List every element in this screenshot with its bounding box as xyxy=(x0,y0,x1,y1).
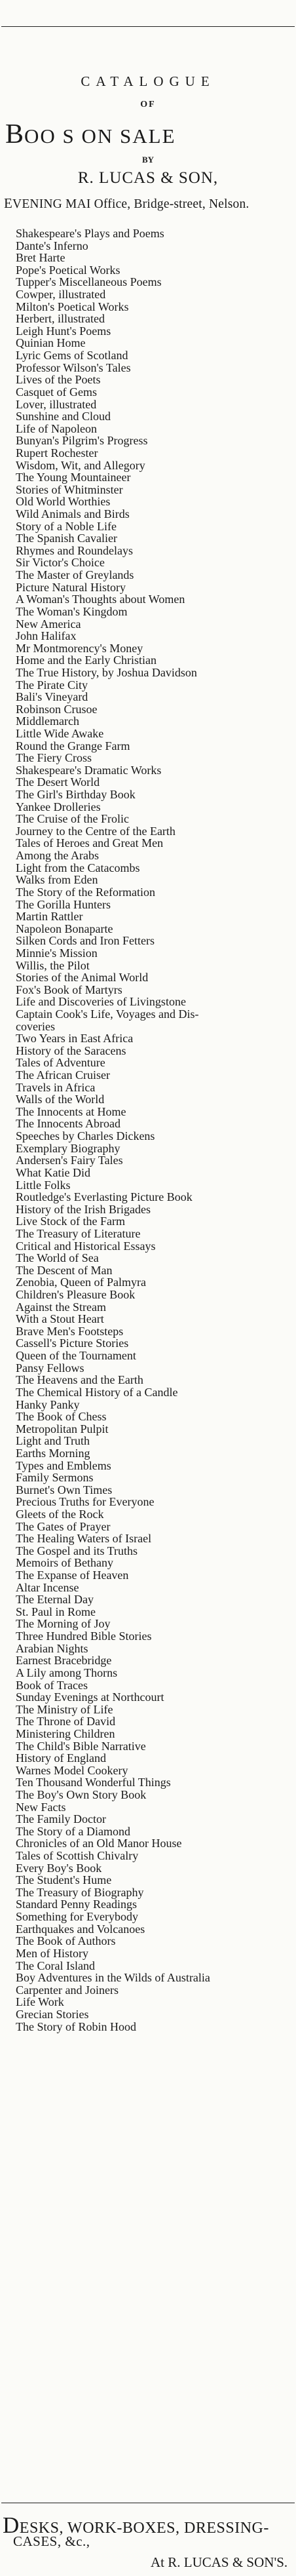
book-item: The Story of Robin Hood xyxy=(16,2020,136,2033)
book-item: Against the Stream xyxy=(16,1300,106,1314)
book-item: Routledge's Everlasting Picture Book xyxy=(16,1190,193,1204)
book-item: The African Cruiser xyxy=(16,1068,110,1082)
book-item: Bunyan's Pilgrim's Progress xyxy=(16,434,148,448)
book-item: Altar Incense xyxy=(16,1580,79,1594)
book-item: Life of Napoleon xyxy=(16,421,97,435)
book-item: The Treasury of Biography xyxy=(16,1885,144,1899)
book-item: The Young Mountaineer xyxy=(16,471,131,484)
book-item: Yankee Drolleries xyxy=(16,800,101,813)
book-item: Family Sermons xyxy=(16,1471,94,1485)
book-item: The Expanse of Heaven xyxy=(16,1569,129,1582)
book-item: Cassell's Picture Stories xyxy=(16,1337,129,1350)
book-item: Walks from Eden xyxy=(16,873,98,887)
book-item: Old World Worthies xyxy=(16,495,111,509)
book-item: History of the Saracens xyxy=(16,1044,126,1057)
book-item: Stories of the Animal World xyxy=(16,971,149,985)
title-initial: B xyxy=(5,119,25,149)
book-item: Tales of Adventure xyxy=(16,1056,105,1070)
book-item: What Katie Did xyxy=(16,1165,90,1179)
book-item: Precious Truths for Everyone xyxy=(16,1495,155,1509)
book-item: Bali's Vineyard xyxy=(16,690,88,704)
book-item: The Child's Bible Narrative xyxy=(16,1739,146,1753)
book-item: Exemplary Biography xyxy=(16,1141,120,1155)
book-item: Rhymes and Roundelays xyxy=(16,543,133,557)
book-item: The Gorilla Hunters xyxy=(16,897,111,911)
book-item: The World of Sea xyxy=(16,1251,99,1265)
book-item: Warnes Model Cookery xyxy=(16,1763,128,1777)
book-item: Men of History xyxy=(16,1946,88,1960)
book-item: Walls of the World xyxy=(16,1093,105,1106)
book-item: Brave Men's Footsteps xyxy=(16,1324,124,1338)
book-item: coveries xyxy=(16,1019,55,1033)
book-item: Napoleon Bonaparte xyxy=(16,922,113,935)
book-item: Herbert, illustrated xyxy=(16,312,105,326)
book-item: The Treasury of Literature xyxy=(16,1226,141,1240)
book-item: Hanky Panky xyxy=(16,1397,80,1411)
book-item: New Facts xyxy=(16,1800,66,1814)
book-item: The Innocents Abroad xyxy=(16,1117,120,1131)
book-item: The Gospel and its Truths xyxy=(16,1544,138,1557)
book-item: The Cruise of the Frolic xyxy=(16,812,129,826)
book-item: Martin Rattler xyxy=(16,910,83,924)
book-item: History of the Irish Brigades xyxy=(16,1202,151,1216)
book-item: Lyric Gems of Scotland xyxy=(16,349,128,362)
book-item: Life Work xyxy=(16,1995,64,2009)
book-item: Chronicles of an Old Manor House xyxy=(16,1837,182,1850)
of-label: OF xyxy=(140,100,156,109)
book-item: Stories of Whitminster xyxy=(16,482,123,496)
book-item: The Woman's Kingdom xyxy=(16,604,128,618)
book-item: Children's Pleasure Book xyxy=(16,1288,136,1302)
book-item: Among the Arabs xyxy=(16,849,99,863)
top-rule xyxy=(1,26,295,27)
book-item: The Family Doctor xyxy=(16,1812,106,1826)
book-item: The Chemical History of a Candle xyxy=(16,1385,178,1399)
book-item: St. Paul in Rome xyxy=(16,1605,96,1618)
title-rest: OO S ON SALE xyxy=(24,125,176,147)
book-item: Cowper, illustrated xyxy=(16,288,106,302)
book-item: Carpenter and Joiners xyxy=(16,1983,119,1997)
book-item: Burnet's Own Times xyxy=(16,1483,113,1496)
book-item: The Gates of Prayer xyxy=(16,1519,111,1533)
book-item: Boy Adventures in the Wilds of Australia xyxy=(16,1971,210,1985)
book-item: Three Hundred Bible Stories xyxy=(16,1630,152,1643)
book-item: Minnie's Mission xyxy=(16,946,98,960)
book-item: Two Years in East Africa xyxy=(16,1032,134,1045)
book-item: Light and Truth xyxy=(16,1434,90,1448)
book-item: Round the Grange Farm xyxy=(16,739,130,752)
book-item: Book of Traces xyxy=(16,1678,88,1692)
book-item: Memoirs of Bethany xyxy=(16,1556,113,1570)
book-item: Zenobia, Queen of Palmyra xyxy=(16,1276,146,1289)
book-item: Quinian Home xyxy=(16,336,86,350)
book-item: Ministering Children xyxy=(16,1727,115,1740)
book-item: The Student's Hume xyxy=(16,1873,112,1887)
footer-line-3: At R. LUCAS & SON'S. xyxy=(151,2554,288,2570)
book-item: Tales of Heroes and Great Men xyxy=(16,836,164,850)
books-on-sale-title xyxy=(5,117,296,154)
book-item: Willis, the Pilot xyxy=(16,958,90,972)
book-item: Fox's Book of Martyrs xyxy=(16,983,122,996)
book-item: The Healing Waters of Israel xyxy=(16,1532,152,1546)
book-item: The Story of a Diamond xyxy=(16,1824,130,1838)
book-item: New America xyxy=(16,617,81,631)
book-list xyxy=(16,227,291,2033)
book-item: Earths Morning xyxy=(16,1446,90,1460)
book-item: Ten Thousand Wonderful Things xyxy=(16,1776,171,1789)
book-item: Arabian Nights xyxy=(16,1641,88,1655)
book-item: With a Stout Heart xyxy=(16,1312,104,1326)
book-item: Story of a Noble Life xyxy=(16,519,117,533)
address-initial: E xyxy=(4,195,13,211)
book-item: Picture Natural History xyxy=(16,580,126,594)
book-item: The Morning of Joy xyxy=(16,1617,111,1631)
book-item: Robinson Crusoe xyxy=(16,702,98,716)
book-item: Milton's Poetical Works xyxy=(16,300,129,313)
book-item: Grecian Stories xyxy=(16,2007,89,2021)
book-item: The Book of Authors xyxy=(16,1934,116,1948)
footer-line-2: CASES, &c., xyxy=(13,2533,90,2549)
book-item: The Girl's Birthday Book xyxy=(16,788,136,802)
book-item: Rupert Rochester xyxy=(16,446,98,459)
book-item: Silken Cords and Iron Fetters xyxy=(16,934,155,948)
book-item: The Eternal Day xyxy=(16,1593,94,1607)
book-item: The Throne of David xyxy=(16,1715,116,1728)
book-item: Sunday Evenings at Northcourt xyxy=(16,1690,164,1704)
book-item: Little Folks xyxy=(16,1178,71,1192)
book-item: Journey to the Centre of the Earth xyxy=(16,824,176,838)
book-item: Home and the Early Christian xyxy=(16,654,157,667)
book-item: Lives of the Poets xyxy=(16,373,101,387)
book-item: The Ministry of Life xyxy=(16,1702,113,1716)
book-item: The True History, by Joshua Davidson xyxy=(16,665,197,679)
book-item: The Fiery Cross xyxy=(16,751,92,765)
book-item: Earnest Bracebridge xyxy=(16,1654,112,1668)
book-item: John Halifax xyxy=(16,629,77,643)
book-item: The Story of the Reformation xyxy=(16,885,155,899)
book-item: The Desert World xyxy=(16,775,100,789)
book-item: Wild Animals and Birds xyxy=(16,507,130,521)
book-item: Earthquakes and Volcanoes xyxy=(16,1922,145,1936)
book-item: Mr Montmorency's Money xyxy=(16,641,143,655)
book-item: Critical and Historical Essays xyxy=(16,1239,156,1253)
book-item: Gleets of the Rock xyxy=(16,1507,104,1521)
book-item: Pope's Poetical Works xyxy=(16,263,120,277)
book-item: Life and Discoveries of Livingstone xyxy=(16,995,186,1009)
book-item: Something for Everybody xyxy=(16,1910,138,1924)
book-item: A Woman's Thoughts about Women xyxy=(16,593,185,606)
book-item: Sir Victor's Choice xyxy=(16,556,105,570)
book-item: The Boy's Own Story Book xyxy=(16,1788,147,1801)
book-item: The Innocents at Home xyxy=(16,1104,126,1118)
book-item: Little Wide Awake xyxy=(16,726,104,740)
publisher-address xyxy=(4,195,250,212)
book-item: Middlemarch xyxy=(16,714,79,728)
book-item: Tupper's Miscellaneous Poems xyxy=(16,275,162,289)
book-item: Sunshine and Cloud xyxy=(16,410,111,423)
by-label: BY xyxy=(141,155,155,165)
book-item: Wisdom, Wit, and Allegory xyxy=(16,458,145,472)
book-item: Andersen's Fairy Tales xyxy=(16,1154,123,1167)
book-item: The Heavens and the Earth xyxy=(16,1373,143,1387)
book-item: Queen of the Tournament xyxy=(16,1349,136,1363)
book-item: Casquet of Gems xyxy=(16,385,97,399)
book-item: Metropolitan Pulpit xyxy=(16,1422,109,1435)
book-item: The Book of Chess xyxy=(16,1410,107,1424)
book-item: Live Stock of the Farm xyxy=(16,1215,125,1228)
book-item: Travels in Africa xyxy=(16,1080,96,1094)
book-item: Light from the Catacombs xyxy=(16,861,140,874)
book-item: Bret Harte xyxy=(16,251,65,265)
book-item: Dante's Inferno xyxy=(16,239,88,252)
book-item: A Lily among Thorns xyxy=(16,1666,118,1679)
book-item: Captain Cook's Life, Voyages and Dis- xyxy=(16,1007,199,1021)
book-item: Shakespeare's Dramatic Works xyxy=(16,763,162,777)
book-item: Pansy Fellows xyxy=(16,1361,84,1375)
book-item: The Pirate City xyxy=(16,678,88,692)
book-item: Speeches by Charles Dickens xyxy=(16,1129,155,1143)
book-item: Every Boy's Book xyxy=(16,1861,102,1875)
book-item: Standard Penny Readings xyxy=(16,1898,137,1911)
book-item: History of England xyxy=(16,1751,106,1765)
book-item: The Descent of Man xyxy=(16,1263,113,1277)
book-item: The Spanish Cavalier xyxy=(16,532,117,545)
footer-rest: ESKS, WORK-BOXES, DRESSING- xyxy=(19,2520,269,2537)
book-item: Shakespeare's Plays and Poems xyxy=(16,227,164,240)
publisher-name: R. LUCAS & SON, xyxy=(77,169,219,187)
book-item: Types and Emblems xyxy=(16,1458,111,1472)
catalogue-heading: CATALOGUE xyxy=(81,73,215,89)
book-item: The Master of Greylands xyxy=(16,568,134,582)
address-rest: VENING MAI Office, Bridge-street, Nelson. xyxy=(12,197,250,211)
book-item: Lover, illustrated xyxy=(16,397,97,411)
footer-initial: D xyxy=(3,2512,20,2538)
book-item: Professor Wilson's Tales xyxy=(16,361,131,374)
book-item: Tales of Scottish Chivalry xyxy=(16,1849,139,1863)
book-item: Leigh Hunt's Poems xyxy=(16,324,111,338)
book-item: The Coral Island xyxy=(16,1959,95,1972)
